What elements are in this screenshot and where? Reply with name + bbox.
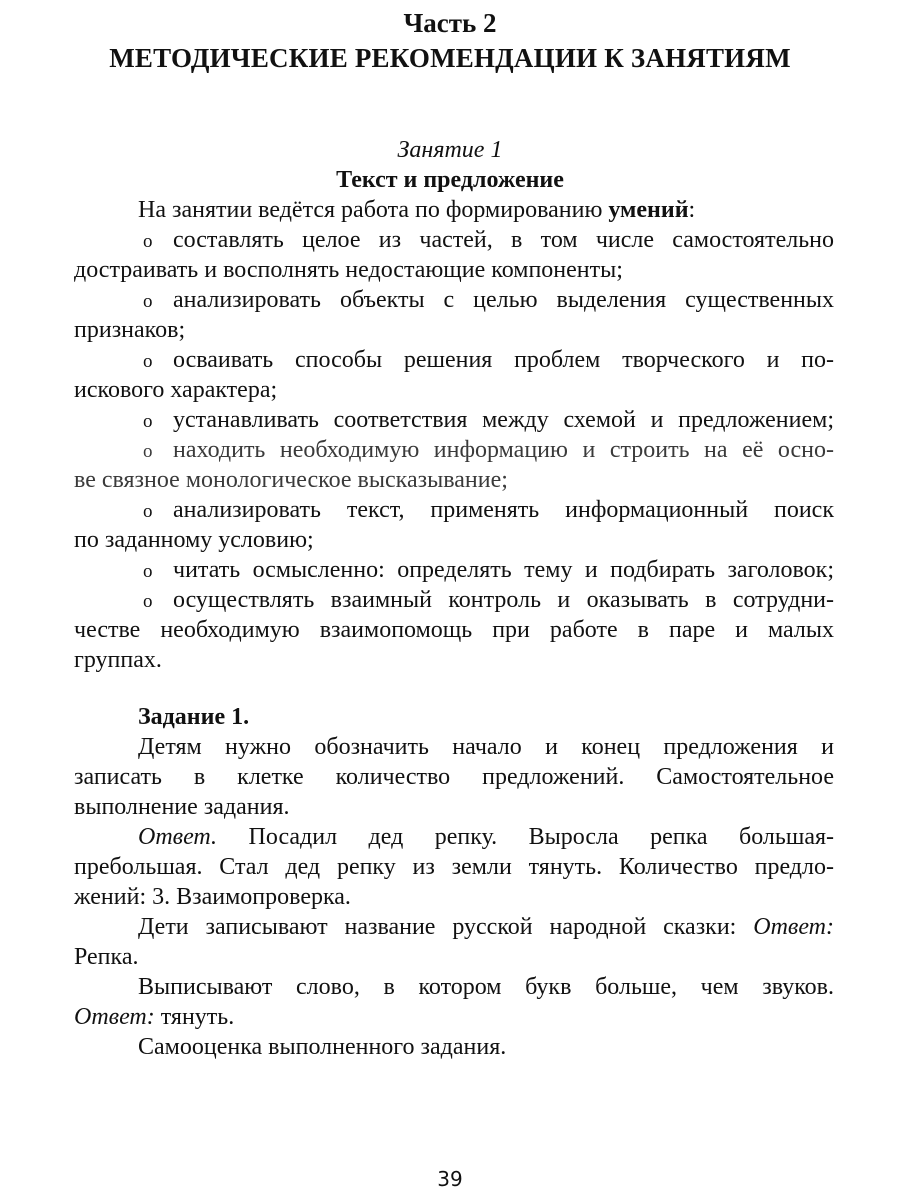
bullet-circle-icon: o (143, 591, 153, 612)
skill-line: по заданному условию; (74, 527, 314, 553)
task-paragraph-line: записать в клетке количество предложений. Самостоятельное (74, 764, 834, 790)
letters-sounds-paragraph: Выписывают слово, в котором букв больше, чем звуков. (138, 974, 834, 1000)
skill-item (143, 495, 834, 527)
task-paragraph-line: выполнение задания. (74, 794, 290, 820)
page-number: 39 (437, 1167, 463, 1191)
answer-line: пребольшая. Стал дед репку из земли тянуть. Количество предло- (74, 854, 834, 880)
skill-line: составлять целое из частей, в том числе самостоятельно (173, 227, 834, 253)
skill-line: анализировать текст, применять информационный поиск (173, 497, 834, 523)
skill-item (143, 405, 834, 437)
skill-item (143, 555, 834, 587)
bullet-circle-icon: o (143, 231, 153, 252)
fairy-tale-answer: Репка. (74, 944, 139, 970)
skill-item (143, 585, 834, 617)
lesson-title: Текст и предложение (336, 167, 564, 193)
skill-line: устанавливать соответствия между схемой и предложением; (173, 407, 834, 433)
skill-line: честве необходимую взаимопомощь при работе в паре и малых (74, 617, 834, 643)
skill-line: группах. (74, 647, 162, 673)
bullet-circle-icon: o (143, 501, 153, 522)
skill-line: достраивать и восполнять недостающие компоненты; (74, 257, 623, 283)
skill-line: анализировать объекты с целью выделения существенных (173, 287, 834, 313)
answer-label: Ответ. (138, 824, 218, 850)
skill-line: осваивать способы решения проблем творческого и по- (173, 347, 834, 373)
bullet-circle-icon: o (143, 411, 153, 432)
answer-paragraph (138, 822, 834, 852)
skill-item (143, 435, 834, 467)
answer-word: тянуть. (154, 1004, 235, 1030)
task-title: Задание 1. (138, 704, 250, 730)
skill-item (143, 225, 834, 257)
lesson-number: Занятие 1 (397, 137, 503, 163)
task-paragraph-line: Детям нужно обозначить начало и конец предложения и (138, 734, 834, 760)
skill-item (143, 345, 834, 377)
answer-text: Посадил дед репку. Выросла репка большая- (217, 824, 834, 850)
skill-line: ве связное монологическое высказывание; (74, 467, 508, 493)
bullet-circle-icon: o (143, 441, 153, 462)
fairy-tale-text: Дети записывают название русской народной сказки: (138, 914, 754, 940)
bullet-circle-icon: o (143, 351, 153, 372)
self-assessment: Самооценка выполненного задания. (138, 1034, 507, 1060)
intro-paragraph (138, 195, 834, 225)
answer-label: Ответ: (753, 914, 834, 940)
bullet-circle-icon: o (143, 561, 153, 582)
part-title: Часть 2 (403, 8, 497, 38)
skill-line: читать осмысленно: определять тему и подбирать заголовок; (173, 557, 834, 583)
skill-line: искового характера; (74, 377, 278, 403)
fairy-tale-paragraph (138, 912, 834, 942)
skill-line: осуществлять взаимный контроль и оказывать в сотрудни- (173, 587, 834, 613)
intro-bold-word: умений (608, 197, 689, 223)
skill-item (143, 285, 834, 317)
letters-sounds-answer (74, 1002, 834, 1032)
bullet-circle-icon: o (143, 291, 153, 312)
intro-colon: : (688, 197, 696, 223)
section-title: МЕТОДИЧЕСКИЕ РЕКОМЕНДАЦИИ К ЗАНЯТИЯМ (109, 43, 791, 73)
answer-line: жений: 3. Взаимопроверка. (74, 884, 351, 910)
answer-label: Ответ: (74, 1004, 155, 1030)
skill-line: признаков; (74, 317, 186, 343)
skill-line: находить необходимую информацию и строить на её осно- (173, 437, 834, 463)
intro-text: На занятии ведётся работа по формированию (138, 197, 609, 223)
